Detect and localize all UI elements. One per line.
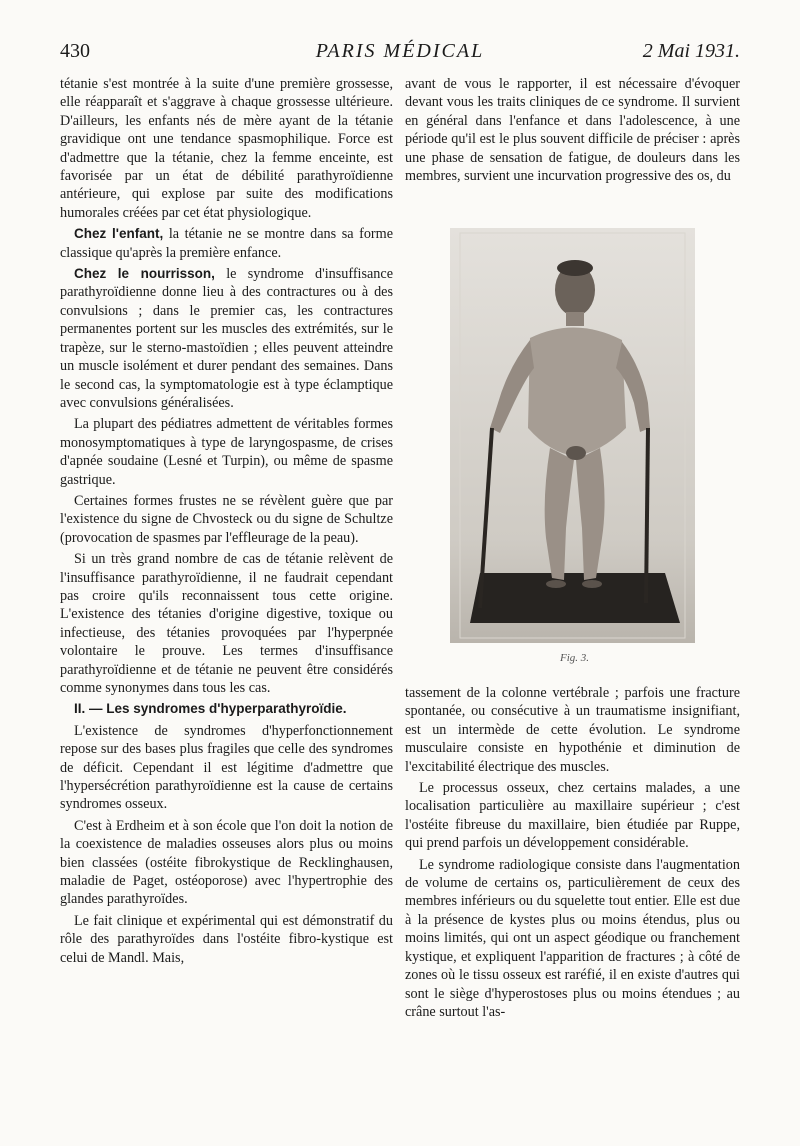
page-header — [60, 40, 740, 74]
paragraph: tétanie s'est montrée à la suite d'une première grossesse, elle réapparaît et s'aggrave à chaque grossesse ultérieure. D'ailleurs, les enfants nés de mère ayant de la tétanie gravidique ont une tendance spasmophilique. Force est d'admettre que la tétanie, chez la femme enceinte, est favorisée par un état de débilité parathyroïdienne antérieure, qui explose par suite des modifications humorales créées par cet état physiologique. — [60, 76, 393, 221]
paragraph: avant de vous le rapporter, il est nécessaire d'évoquer devant vous les traits cliniques de ce syndrome. Il survient en général dans l'enfance et dans l'adolescence, à une période qu'il est le plus souvent difficile de préciser : après une phase de sensation de fatigue, de douleurs dans les membres, survient une incurvation progressive des os, du — [405, 76, 740, 185]
section-heading: II. — Les syndromes d'hyperparathyroïdie. — [74, 701, 347, 717]
paragraph: C'est à Erdheim et à son école que l'on doit la notion de la coexistence de maladies osseuses alors plus ou moins bien classées (ostéite fibrokystique de Recklinghausen, maladie de Paget, ostéoporose) avec l'hypertrophie des glandes parathyroïdes. — [60, 817, 393, 908]
paragraph: Si un très grand nombre de cas de tétanie relèvent de l'insuffisance parathyroïdienne, il ne faudrait cependant pas croire qu'ils reconnaissent tous cette origine. L'existence des tétanies d'origine digestive, toxique ou infectieuse, des tétanies provoquées par l'hyperpnée volontaire le prouve. Les termes d'insuffisance parathyroïdienne et de tétanie ne peuvent être considérés comme synonymes dans tous les cas. — [60, 551, 393, 696]
paragraph: Le processus osseux, chez certains malades, a une localisation particulière au maxillaire supérieur ; c'est l'ostéite fibreuse du maxillaire, bien étudiée par Ruppe, qui prend parfois un développement considérable. — [405, 780, 740, 852]
paragraph-lead: Chez le nourrisson, — [74, 266, 215, 282]
patient-photo-icon — [450, 228, 695, 643]
paragraph: La plupart des pédiatres admettent de véritables formes monosymptomatiques à type de laryngospasme, de crises d'apnée soudaine (Lesné et Turpin), ou même de spasme gastrique. — [60, 416, 393, 488]
paragraph: Le syndrome radiologique consiste dans l'augmentation de volume de certains os, particulièrement de ceux des membres inférieurs ou du squelette tout entier. Elle est due à la présence de kystes plus ou moins étendus, plus ou moins limités, qui ont un aspect géodique ou franchement kystique, et expliquent l'apparition de fractures ; à côté de zones où le tissu osseux est raréfié, il en existe d'autres qui sont le siège d'hyperostoses plus ou moins étendues ; au crâne surtout l'as- — [405, 856, 740, 1020]
journal-title: PARIS MÉDICAL — [315, 40, 485, 62]
paragraph: Le fait clinique et expérimental qui est démonstratif du rôle des parathyroïdes dans l'ostéite fibro-kystique est celui de Mandl. Mais, — [60, 912, 393, 966]
left-column — [60, 75, 393, 967]
paragraph: Certaines formes frustes ne se révèlent guère que par l'existence du signe de Chvosteck ou du signe de Schultze (provocation de spasmes par l'effleurage de la peau). — [60, 492, 393, 546]
paragraph-text: la tétanie ne se montre dans sa forme classique qu'après la première enfance. — [60, 226, 393, 261]
figure-photograph — [450, 228, 695, 643]
right-column-bottom — [405, 684, 740, 1021]
paragraph-text: le syndrome d'insuffisance parathyroïdienne donne lieu à des contractures ou à des convulsions ; dans le premier cas, les contractures permanentes portent sur les muscles des extrémités, sur le trapèze, sur le sterno-mastoïdien ; elles peuvent atteindre un muscle isolément et durer pendant des semaines. Dans le second cas, la symptomatologie est à type éclamptique avec convulsions généralisées. — [60, 266, 393, 411]
page-number: 430 — [60, 40, 90, 62]
paragraph-chez-nourrisson — [60, 265, 393, 412]
paragraph-chez-enfant — [60, 225, 393, 262]
figure-caption: Fig. 3. — [560, 652, 590, 664]
right-column-top — [405, 75, 740, 185]
issue-date: 2 Mai 1931. — [642, 40, 740, 62]
paragraph-lead: Chez l'enfant, — [74, 226, 164, 242]
paragraph: L'existence de syndromes d'hyperfonctionnement repose sur des bases plus fragiles que celle des syndromes de déficit. Cependant il est légitime d'admettre que l'hypersécrétion parathyroïdienne est la cause de certains syndromes osseux. — [60, 722, 393, 813]
paragraph: tassement de la colonne vertébrale ; parfois une fracture spontanée, ou consécutive à un traumatisme insignifiant, est un intermède de cette évolution. Le syndrome musculaire consiste en hypothénie et diminution de l'excitabilité électrique des muscles. — [405, 685, 740, 775]
